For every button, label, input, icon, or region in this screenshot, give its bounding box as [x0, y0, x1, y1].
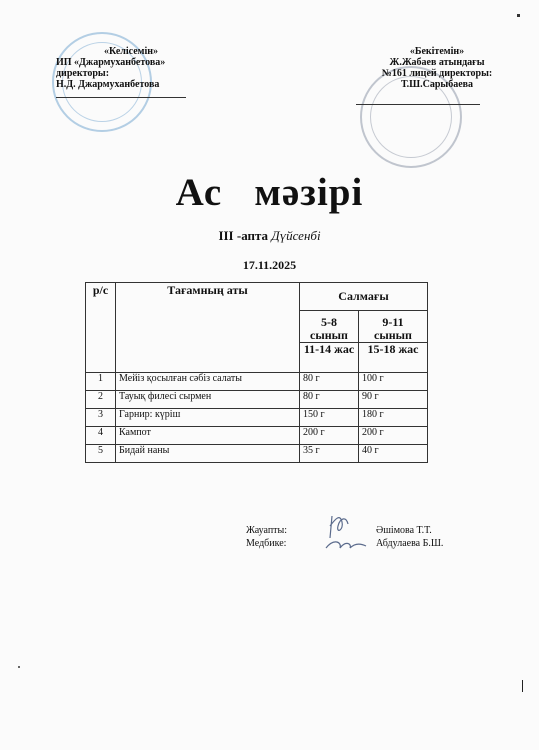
- row-num: 3: [86, 409, 116, 427]
- approved-line1: Ж.Жабаев атындағы: [389, 57, 485, 68]
- row-weight-b: 200 г: [359, 427, 428, 445]
- col-weight-header: Салмағы: [300, 283, 428, 311]
- col-num-header: р/с: [86, 283, 116, 373]
- table-row: [86, 427, 428, 445]
- age-a-header: 11-14 жас: [300, 343, 359, 373]
- agreed-line3: Н.Д. Джармуханбетова: [56, 79, 160, 90]
- week-label: III -апта: [218, 228, 269, 243]
- week-line: [0, 228, 539, 244]
- role-responsible: Жауапты:: [246, 525, 288, 536]
- row-name: Тауық филесі сырмен: [116, 391, 300, 409]
- handwritten-signature: [322, 508, 372, 552]
- row-weight-a: 80 г: [300, 373, 359, 391]
- approved-heading: «Бекітемін»: [409, 46, 465, 57]
- name-responsible: Әшімова Т.Т.: [376, 525, 432, 536]
- row-weight-a: 80 г: [300, 391, 359, 409]
- row-weight-b: 90 г: [359, 391, 428, 409]
- corner-mark: [517, 14, 520, 17]
- menu-table: [85, 282, 428, 463]
- agreed-signature-line: [56, 97, 186, 98]
- table-row: [86, 391, 428, 409]
- menu-date: 17.11.2025: [242, 258, 297, 272]
- grade-b-header: 9-11 сынып: [359, 311, 428, 343]
- row-weight-b: 40 г: [359, 445, 428, 463]
- agreed-heading: «Келісемін»: [103, 46, 159, 57]
- approved-line2: №161 лицей директоры:: [381, 68, 493, 79]
- row-weight-a: 35 г: [300, 445, 359, 463]
- row-num: 1: [86, 373, 116, 391]
- row-name: Бидай наны: [116, 445, 300, 463]
- name-nurse: Абдулаева Б.Ш.: [376, 538, 444, 549]
- page-title: Ас мәзірі: [175, 171, 364, 214]
- age-b-header: 15-18 жас: [359, 343, 428, 373]
- row-weight-b: 100 г: [359, 373, 428, 391]
- row-name: Гарнир: күріш: [116, 409, 300, 427]
- row-num: 5: [86, 445, 116, 463]
- row-name: Мейіз қосылған сәбіз салаты: [116, 373, 300, 391]
- row-name: Кампот: [116, 427, 300, 445]
- agreed-line1: ИП «Джармуханбетова»: [56, 57, 166, 68]
- approved-signature-line: [356, 104, 480, 105]
- row-weight-a: 150 г: [300, 409, 359, 427]
- grade-a-header: 5-8 сынып: [300, 311, 359, 343]
- row-num: 2: [86, 391, 116, 409]
- approved-line3: Т.Ш.Сарыбаева: [400, 79, 474, 90]
- agreed-block: [56, 46, 206, 90]
- responsible-names: [376, 524, 443, 550]
- approved-block: [372, 46, 502, 90]
- col-name-header: Тағамның аты: [116, 283, 300, 373]
- day-label: Дүйсенбі: [271, 228, 321, 243]
- table-row: [86, 409, 428, 427]
- responsible-roles: [246, 524, 287, 550]
- row-weight-a: 200 г: [300, 427, 359, 445]
- margin-dot: [18, 666, 20, 668]
- table-row: [86, 445, 428, 463]
- table-row: [86, 373, 428, 391]
- role-nurse: Медбике:: [246, 538, 287, 549]
- agreed-line2: директоры:: [56, 68, 110, 79]
- margin-mark: [522, 680, 523, 692]
- row-num: 4: [86, 427, 116, 445]
- row-weight-b: 180 г: [359, 409, 428, 427]
